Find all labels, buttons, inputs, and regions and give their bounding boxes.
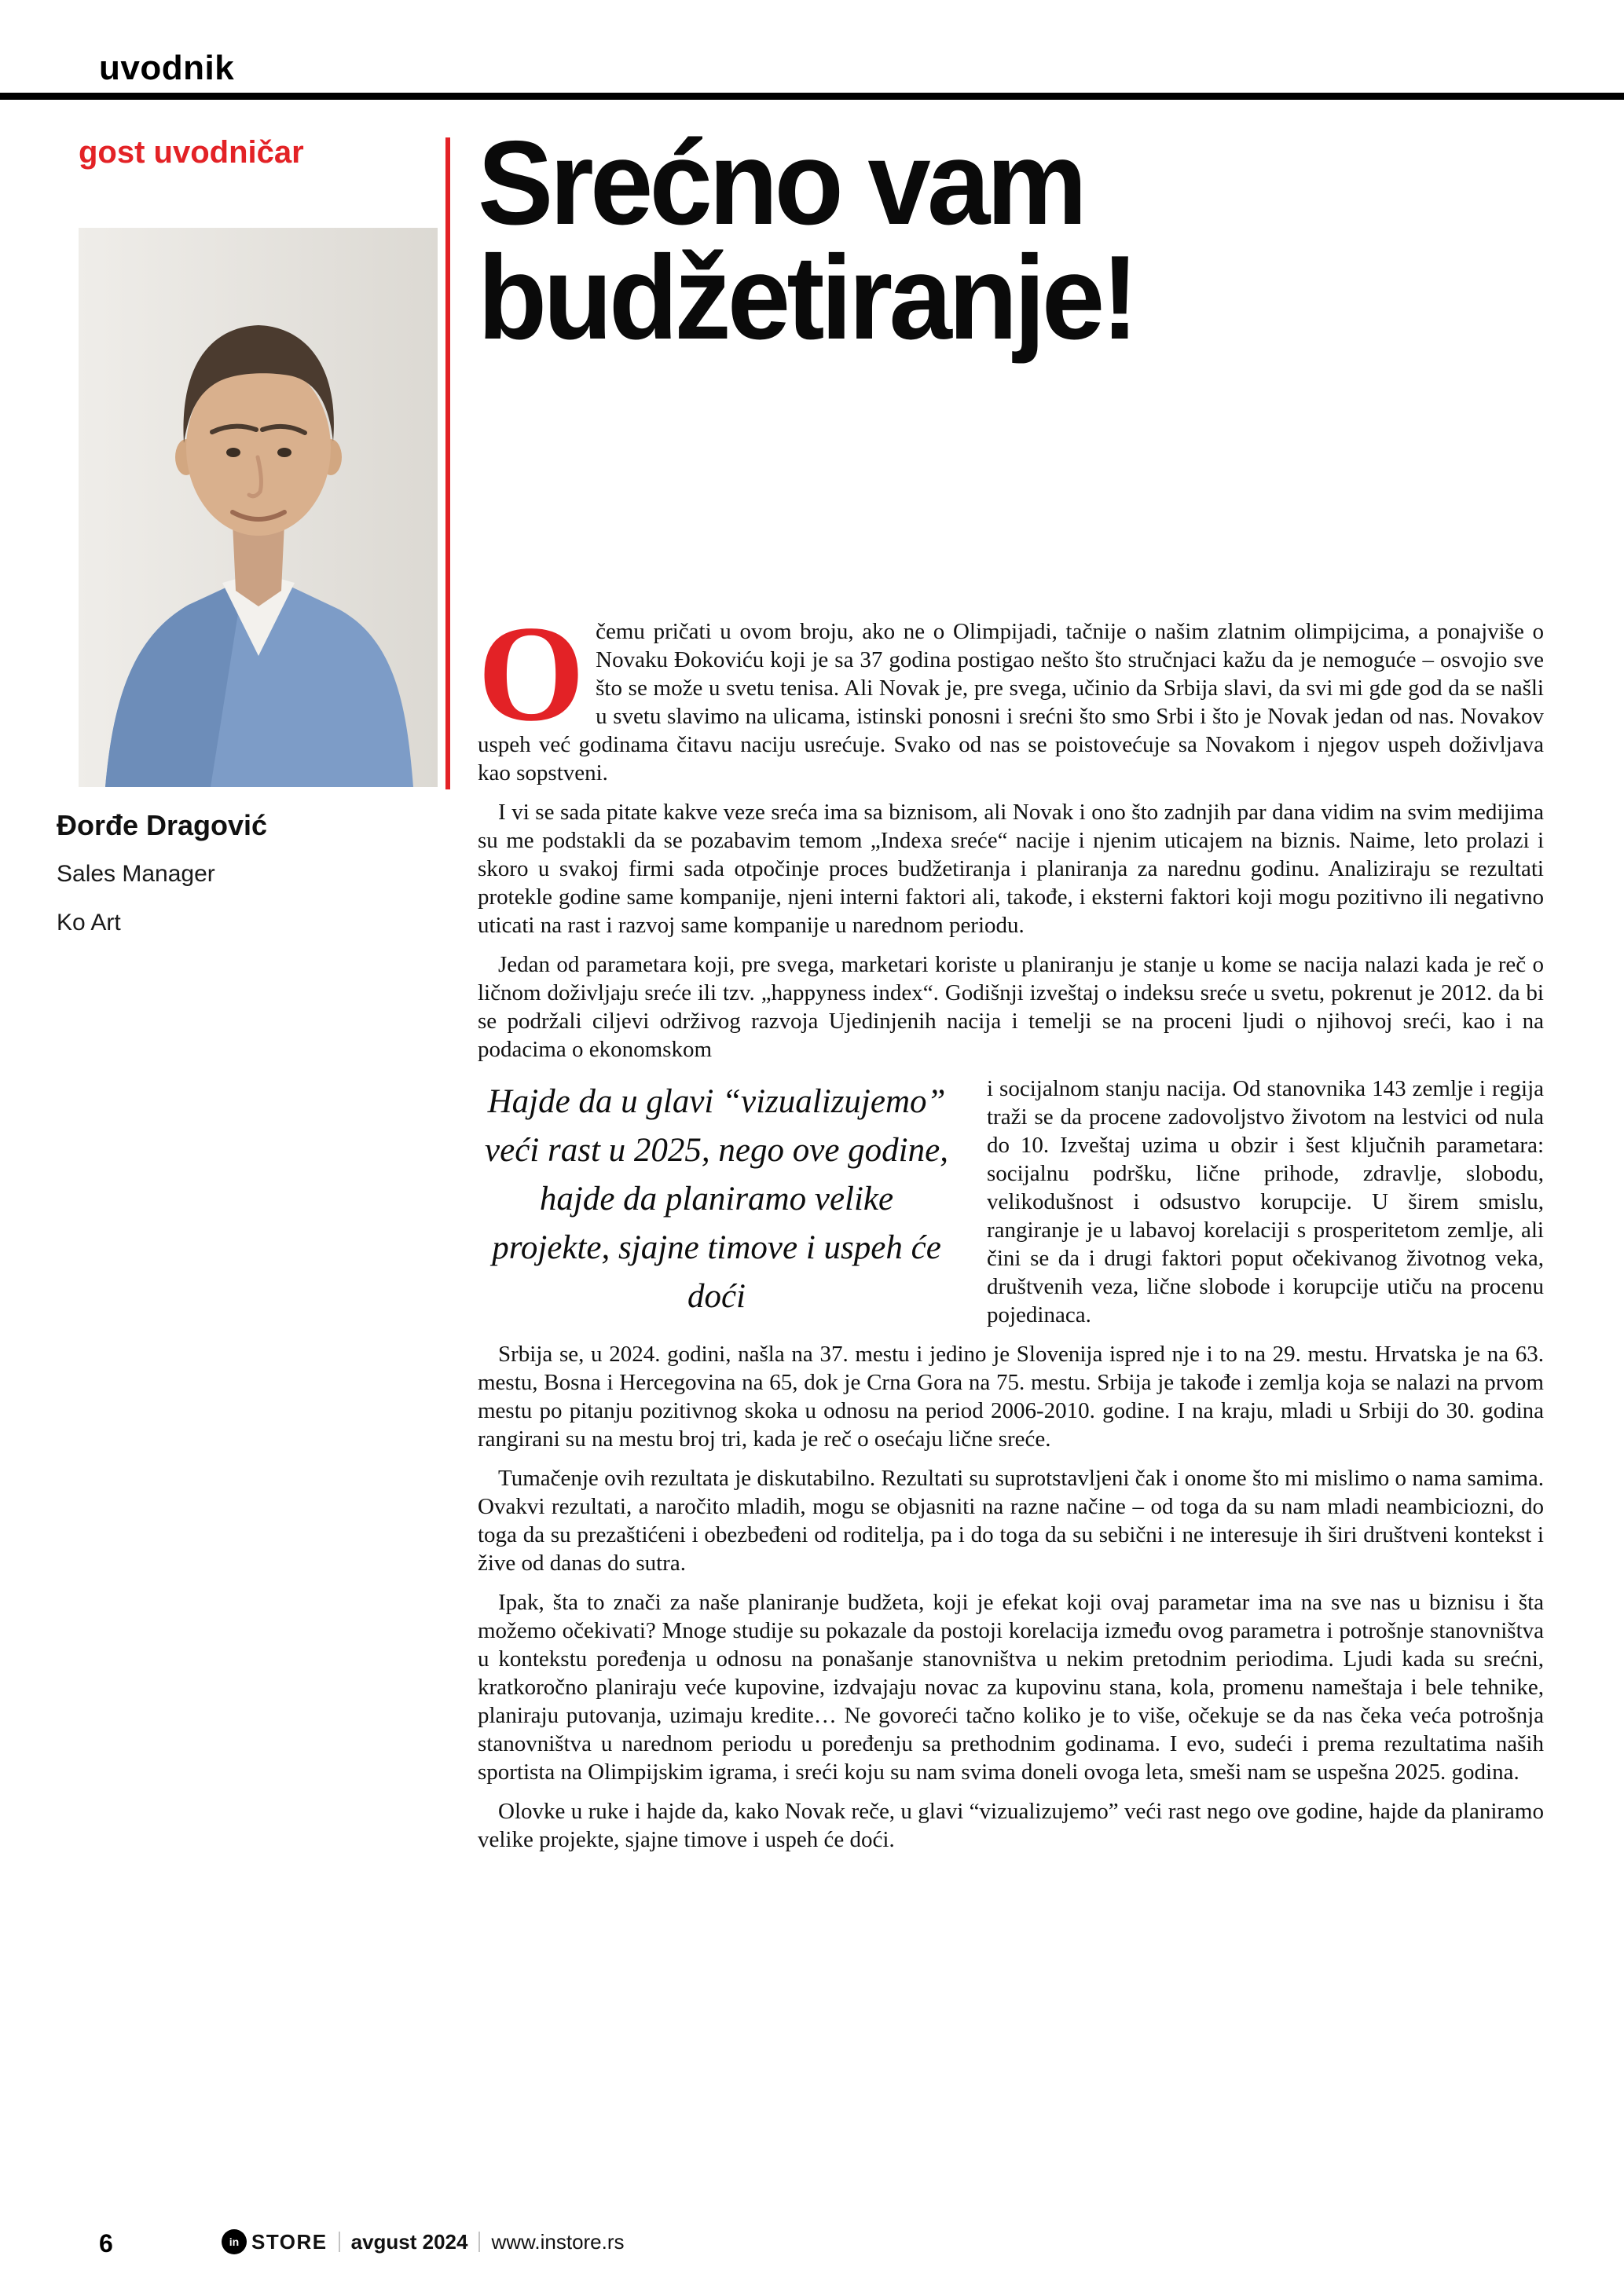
article-body [478, 597, 1544, 1854]
paragraph-1-text: čemu pričati u ovom broju, ako ne o Olimpijadi, tačnije o našim zlatnim olimpijcima, a ponajviše o Novaku Đokoviću koji je sa 37 godina postigao nešto što stručnjaci kažu da je nemoguće – osvojio sve što se može u svetu tenisa. Ali Novak je, pre svega, učinio da Srbija slavi, da svi mi gde god da se našli u svetu slavimo na ulicama, istinski ponosni i srećni što smo Srbi i što je Novak jedan od nas. Novakov uspeh već godinama čitavu naciju usrećuje. Svako od nas se poistovećuje sa Novakom i njegov uspeh doživljava kao sopstveni. [478, 619, 1544, 785]
footer-separator [339, 2232, 340, 2252]
pull-quote-row [478, 1075, 1544, 1329]
paragraph-3-continued: i socijalnom stanju nacija. Od stanovnika 143 zemlje i regija traži se da procene zadovoljstvo životom na lestvici od nula do 10. Izveštaj uzima u obzir i šest ključnih parametara: socijalnu podršku, lične prihode, zdravlje, slobodu, velikodušnost i odsustvo korupcije. U širem smislu, rangiranje je u labavoj korelaciji s prosperitetom zemlje, ali čini se da i drugi faktori poput očekivanog životnog veka, društvenih veza, lične slobode i korupcije utiču na procenu pojedinaca. [987, 1076, 1544, 1327]
paragraph-6: Ipak, šta to znači za naše planiranje budžeta, koji je efekat koji ovaj parametar ima na sve nas u biznisu i šta možemo očekivati? Mnoge studije su pokazale da postoji korelacija između ovog parametra i potrošnje stanovništva u kontekstu poređenja u odnosu na ponašanje stanovništva u nekim pretodnim periodima. Ljudi kada su srećni, kratkoročno planiraju veće kupovine, izdvajaju novac za kupovinu stana, kola, promenu nameštaja i bele tehnike, planiraju putovanja, uzimaju kredite… Ne govoreći tačno koliko je to više, očekuje se da nas čeka veća potrošnja stanovništva u narednom periodu u poređenju sa prethodnim godinama. I evo, sudeći i prema rezultatima naših sportista na Olimpijskim igrama, i sreći koju su nam svima doneli ovoga leta, smeši nam se uspešna 2025. godina. [478, 1590, 1544, 1785]
dropcap: O [478, 597, 585, 749]
footer-website: www.instore.rs [491, 2229, 625, 2254]
pull-quote: Hajde da u glavi “vizualizujemo” veći rast u 2025, nego ove godine, hajde da planiramo velike projekte, sjajne timove i uspeh će doći [485, 1083, 948, 1315]
headline [478, 116, 1135, 364]
headline-line2: budžetiranje! [478, 231, 1135, 364]
footer-issue: avgust 2024 [350, 2229, 468, 2254]
paragraph-3: Jedan od parametara koji, pre svega, marketari koriste u planiranju je stanje u kome se nacija nalazi kada je reč o ličnom doživljaju sreće ili tzv. „happyness index“. Godišnji izveštaj o indeksu sreće u svetu, pokrenut je 2012. da bi se podržali ciljevi održivog razvoja Ujedinjenih nacija i temelji se na proceni ljudi o njihovoj sreći, kao i na podacima o ekonomskom [478, 952, 1544, 1062]
page-number: 6 [99, 2229, 113, 2258]
author-photo [79, 228, 438, 787]
footer [222, 2229, 625, 2254]
footer-separator [478, 2232, 480, 2252]
section-label: uvodnik [99, 49, 235, 87]
instore-logo-letters: in [229, 2236, 240, 2248]
author-company: Ko Art [57, 910, 121, 936]
person-portrait-illustration [79, 228, 438, 787]
column-divider [445, 137, 450, 789]
paragraph-1 [478, 597, 1544, 787]
author-name: Đorđe Dragović [57, 809, 268, 841]
headline-line1: Srećno vam [478, 116, 1084, 250]
paragraph-7: Olovke u ruke i hajde da, kako Novak reče, u glavi “vizualizujemo” veći rast nego ove godine, hajde da planiramo velike projekte, sjajne timove i uspeh će doći. [478, 1799, 1544, 1852]
author-title: Sales Manager [57, 861, 215, 887]
footer-brand: STORE [251, 2229, 328, 2254]
paragraph-4: Srbija se, u 2024. godini, našla na 37. mestu i jedino je Slovenija ispred nje i to na 29. mestu. Hrvatska je na 63. mestu, Bosna i Hercegovina na 65, dok je Crna Gora na 75. mestu. Srbija je takođe i zemlja koja se nalazi na prvom mestu po pitanju pozitivnog skoka u odnosu na period 2006-2010. godine. I na kraju, mladi u Srbiji do 30. godina rangirani su na mestu broj tri, kada je reč o osećaju lične sreće. [478, 1342, 1544, 1452]
paragraph-2: I vi se sada pitate kakve veze sreća ima sa biznisom, ali Novak i ono što zadnjih par dana vidim na svim medijima su me podstakli da se pozabavim temom „Indexa sreće“ nacije i njenim uticajem na biznis. Naime, leto prolazi i skoro u svakoj firmi sada otpočinje proces budžetiranja i planiranja za narednu godinu. Analiziraju se rezultati protekle godine same kompanije, njeni interni faktori ali, takođe, i eksterni faktori koji mogu pozitivno ili negativno uticati na rast i razvoj same kompanije u narednom periodu. [478, 800, 1544, 938]
kicker-gost-uvodnicar: gost uvodničar [79, 135, 304, 170]
paragraph-5: Tumačenje ovih rezultata je diskutabilno. Rezultati su suprotstavljeni čak i onome što mi mislimo o nama samima. Ovakvi rezultati, a naročito mladih, mogu se objasniti na razne načine – od toga da su nam mladi neambiciozni, do toga da su prezaštićeni i obezbeđeni od roditelja, pa i do toga da su sebični i ne interesuje ih širi društveni kontekst i žive od danas do sutra. [478, 1466, 1544, 1576]
header-rule [0, 93, 1624, 100]
instore-logo-icon [222, 2229, 247, 2254]
